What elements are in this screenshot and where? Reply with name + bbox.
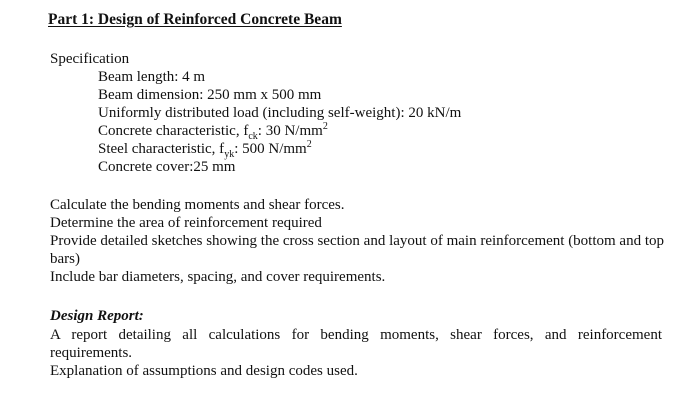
spec-concrete-characteristic [98, 122, 461, 140]
spec-concrete-superscript: 2 [322, 121, 328, 132]
spec-steel-subscript: yk [224, 149, 235, 160]
report-item: A report detailing all calculations for bending moments, shear forces, and reinforcement requirements. [50, 327, 662, 361]
spec-udl: Uniformly distributed load (including self-weight): 20 kN/m [98, 105, 462, 121]
report-item: Explanation of assumptions and design codes used. [50, 363, 358, 379]
task-item: Calculate the bending moments and shear forces. [50, 197, 345, 213]
spec-steel-value: : 500 N/mm [234, 141, 307, 157]
spec-beam-length: Beam length: 4 m [98, 69, 206, 85]
spec-concrete-subscript: ck [248, 131, 258, 142]
specification-heading: Specification [50, 51, 130, 67]
spec-steel-superscript: 2 [306, 139, 312, 150]
spec-concrete-cover: Concrete cover:25 mm [98, 159, 236, 175]
spec-steel-characteristic [98, 140, 461, 158]
document-title: Part 1: Design of Reinforced Concrete Beam [48, 11, 342, 28]
spec-beam-dimension: Beam dimension: 250 mm x 500 mm [98, 87, 322, 103]
task-list [50, 196, 665, 286]
task-item: Determine the area of reinforcement required [50, 215, 322, 231]
spec-concrete-prefix: Concrete characteristic, f [98, 123, 249, 139]
design-report-heading: Design Report: [50, 308, 144, 324]
task-item: Provide detailed sketches showing the cross section and layout of main reinforcement (bottom and top bars) [50, 233, 665, 267]
spec-steel-prefix: Steel characteristic, f [98, 141, 225, 157]
task-item: Include bar diameters, spacing, and cover requirements. [50, 269, 386, 285]
spec-concrete-value: : 30 N/mm [257, 123, 323, 139]
specification-list [98, 68, 461, 176]
design-report-list [50, 326, 662, 380]
